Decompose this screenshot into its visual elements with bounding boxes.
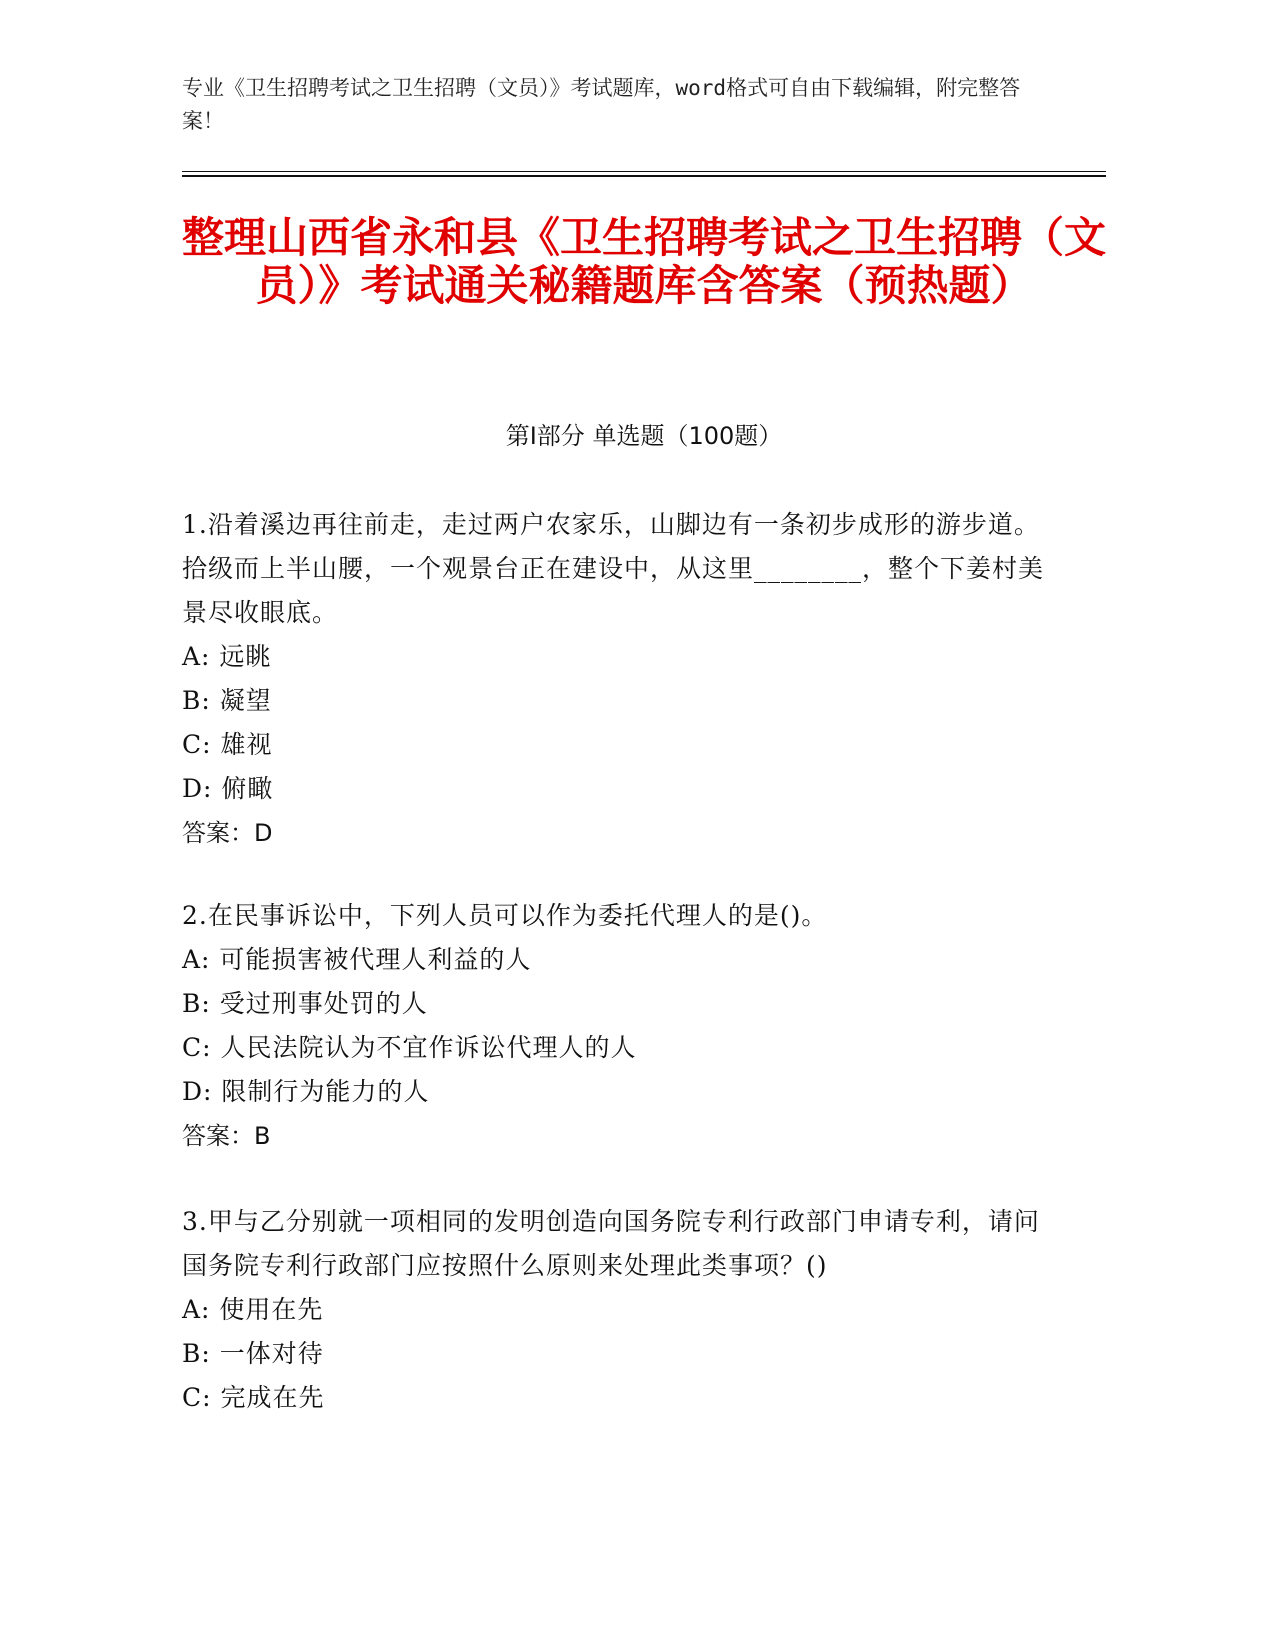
question-stem: 3.甲与乙分别就一项相同的发明创造向国务院专利行政部门申请专利，请问国务院专利行政部门应按照什么原则来处理此类事项？() bbox=[182, 1207, 1040, 1280]
question-3 bbox=[182, 1200, 1052, 1420]
option-a: A: 使用在先 bbox=[182, 1295, 324, 1324]
header-note: 专业《卫生招聘考试之卫生招聘（文员）》考试题库，word格式可自由下载编辑，附完整答案！ bbox=[182, 76, 1021, 133]
answer-line: 答案：D bbox=[182, 819, 273, 847]
option-a: A: 可能损害被代理人利益的人 bbox=[182, 945, 532, 974]
option-c: C: 人民法院认为不宜作诉讼代理人的人 bbox=[182, 1033, 637, 1062]
option-a: A: 远眺 bbox=[182, 642, 272, 671]
question-stem: 2.在民事诉讼中，下列人员可以作为委托代理人的是()。 bbox=[182, 901, 828, 930]
header-divider-thin bbox=[182, 171, 1106, 172]
option-b: B: 受过刑事处罚的人 bbox=[182, 989, 428, 1018]
question-1 bbox=[182, 503, 1052, 855]
option-d: D: 俯瞰 bbox=[182, 774, 274, 803]
option-c: C: 雄视 bbox=[182, 730, 273, 759]
document-title: 整理山西省永和县《卫生招聘考试之卫生招聘（文员）》考试通关秘籍题库含答案（预热题） bbox=[182, 213, 1107, 310]
option-b: B: 一体对待 bbox=[182, 1339, 324, 1368]
header-divider-thick bbox=[182, 175, 1106, 177]
section-heading: 第Ⅰ部分 单选题（100题） bbox=[505, 422, 783, 450]
option-c: C: 完成在先 bbox=[182, 1383, 325, 1412]
question-stem: 1.沿着溪边再往前走，走过两户农家乐，山脚边有一条初步成形的游步道。拾级而上半山腰，一个观景台正在建设中，从这里________，整个下姜村美景尽收眼底。 bbox=[182, 510, 1045, 627]
answer-line: 答案：B bbox=[182, 1122, 271, 1150]
question-2 bbox=[182, 894, 1052, 1158]
option-b: B: 凝望 bbox=[182, 686, 272, 715]
option-d: D: 限制行为能力的人 bbox=[182, 1077, 430, 1106]
